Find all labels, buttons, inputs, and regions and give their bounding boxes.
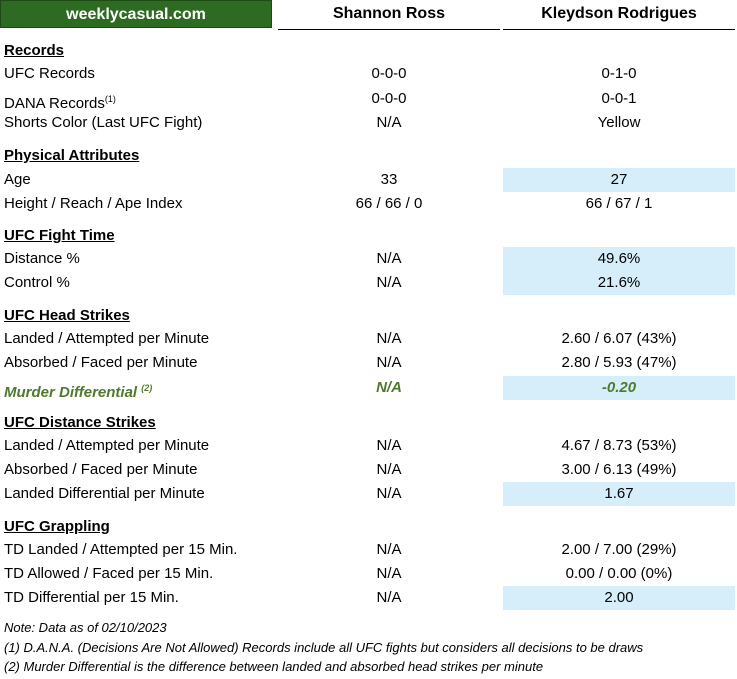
row-label: Landed Differential per Minute (4, 485, 205, 502)
row-td-landed (0, 538, 737, 562)
fighter1-value: N/A (376, 354, 402, 371)
row-td-differential (0, 586, 737, 610)
fighter1-value: 66 / 66 / 0 (355, 195, 423, 212)
fighter2-value: 0-0-1 (601, 90, 637, 107)
fighter2-value: 0.00 / 0.00 (0%) (565, 565, 673, 582)
row-label (4, 376, 152, 405)
row-distance-differential (0, 482, 737, 506)
fighter2-value: 66 / 67 / 1 (585, 195, 653, 212)
site-brand: weeklycasual.com (0, 0, 272, 28)
row-dana-records (0, 87, 737, 111)
fighter1-value: N/A (376, 379, 402, 396)
row-label: Height / Reach / Ape Index (4, 195, 183, 212)
row-head-landed (0, 327, 737, 351)
fighter2-value: 2.00 / 7.00 (29%) (561, 541, 677, 558)
fighter1-value: N/A (376, 541, 402, 558)
footnote-marker: (1) (104, 94, 116, 104)
fighter2-header-underline (503, 29, 735, 30)
row-control-pct (0, 271, 737, 295)
fighter2-value: 0-1-0 (601, 65, 637, 82)
fighter2-value: 2.60 / 6.07 (43%) (561, 330, 677, 347)
note-date: Note: Data as of 02/10/2023 (4, 620, 167, 635)
fighter1-value: 0-0-0 (371, 90, 407, 107)
fighter1-header-underline (278, 29, 500, 30)
row-distance-landed (0, 434, 737, 458)
fighter1-value: 0-0-0 (371, 65, 407, 82)
row-label: UFC Records (4, 65, 95, 82)
fighter2-value-highlighted: 27 (503, 168, 735, 192)
section-fight-time (0, 225, 737, 247)
row-label: TD Differential per 15 Min. (4, 589, 179, 606)
row-age (0, 168, 737, 192)
fighter2-value: 4.67 / 8.73 (53%) (561, 437, 677, 454)
row-ufc-records (0, 62, 737, 86)
row-label: Shorts Color (Last UFC Fight) (4, 114, 203, 131)
fighter1-value: N/A (376, 565, 402, 582)
fighter1-header: Shannon Ross (332, 5, 445, 22)
row-head-absorbed (0, 351, 737, 375)
section-title: Physical Attributes (4, 147, 140, 164)
fighter1-value: N/A (376, 589, 402, 606)
section-title: UFC Head Strikes (4, 307, 130, 324)
fighter2-value: Yellow (597, 114, 641, 131)
row-shorts-color (0, 111, 737, 135)
section-grappling (0, 516, 737, 538)
fighter1-value: N/A (376, 114, 402, 131)
fighter2-value: 3.00 / 6.13 (49%) (561, 461, 677, 478)
section-distance-strikes (0, 412, 737, 434)
row-distance-pct (0, 247, 737, 271)
row-label-text: DANA Records (4, 95, 105, 112)
row-label: Control % (4, 274, 70, 291)
row-td-allowed (0, 562, 737, 586)
row-distance-absorbed (0, 458, 737, 482)
fighter1-value: N/A (376, 485, 402, 502)
row-label: Age (4, 171, 31, 188)
row-label: TD Allowed / Faced per 15 Min. (4, 565, 214, 582)
fighter2-value: 2.80 / 5.93 (47%) (561, 354, 677, 371)
footnote-1: (1) D.A.N.A. (Decisions Are Not Allowed) Records include all UFC fights but considers all decisions to be draws (4, 640, 644, 655)
section-title: UFC Fight Time (4, 227, 115, 244)
section-head-strikes (0, 305, 737, 327)
row-label: TD Landed / Attempted per 15 Min. (4, 541, 238, 558)
fighter2-value-highlighted: 2.00 (503, 586, 735, 610)
row-label: Absorbed / Faced per Minute (4, 461, 198, 478)
fighter1-value: N/A (376, 330, 402, 347)
fighter2-value-highlighted: -0.20 (503, 376, 735, 400)
footnote-marker: (2) (141, 383, 153, 393)
fighter1-value: N/A (376, 461, 402, 478)
row-label: Landed / Attempted per Minute (4, 330, 210, 347)
row-label: Landed / Attempted per Minute (4, 437, 210, 454)
row-label: Distance % (4, 250, 80, 267)
fighter1-value: 33 (380, 171, 398, 188)
row-height-reach (0, 192, 737, 216)
fighter1-value: N/A (376, 250, 402, 267)
fighter1-value: N/A (376, 437, 402, 454)
fighter2-header: Kleydson Rodrigues (541, 5, 697, 22)
footnote-2: (2) Murder Differential is the difference between landed and absorbed head strikes per minute (4, 659, 544, 674)
row-label-text: Murder Differential (4, 384, 138, 401)
fighter2-value-highlighted: 1.67 (503, 482, 735, 506)
fighter1-value: N/A (376, 274, 402, 291)
row-murder-differential (0, 376, 737, 400)
fighter2-value-highlighted: 21.6% (503, 271, 735, 295)
section-physical (0, 145, 737, 167)
fighter2-value-highlighted: 49.6% (503, 247, 735, 271)
section-title: Records (4, 42, 65, 59)
section-title: UFC Distance Strikes (4, 414, 156, 431)
row-label: Absorbed / Faced per Minute (4, 354, 198, 371)
section-title: UFC Grappling (4, 518, 110, 535)
section-records (0, 40, 737, 62)
